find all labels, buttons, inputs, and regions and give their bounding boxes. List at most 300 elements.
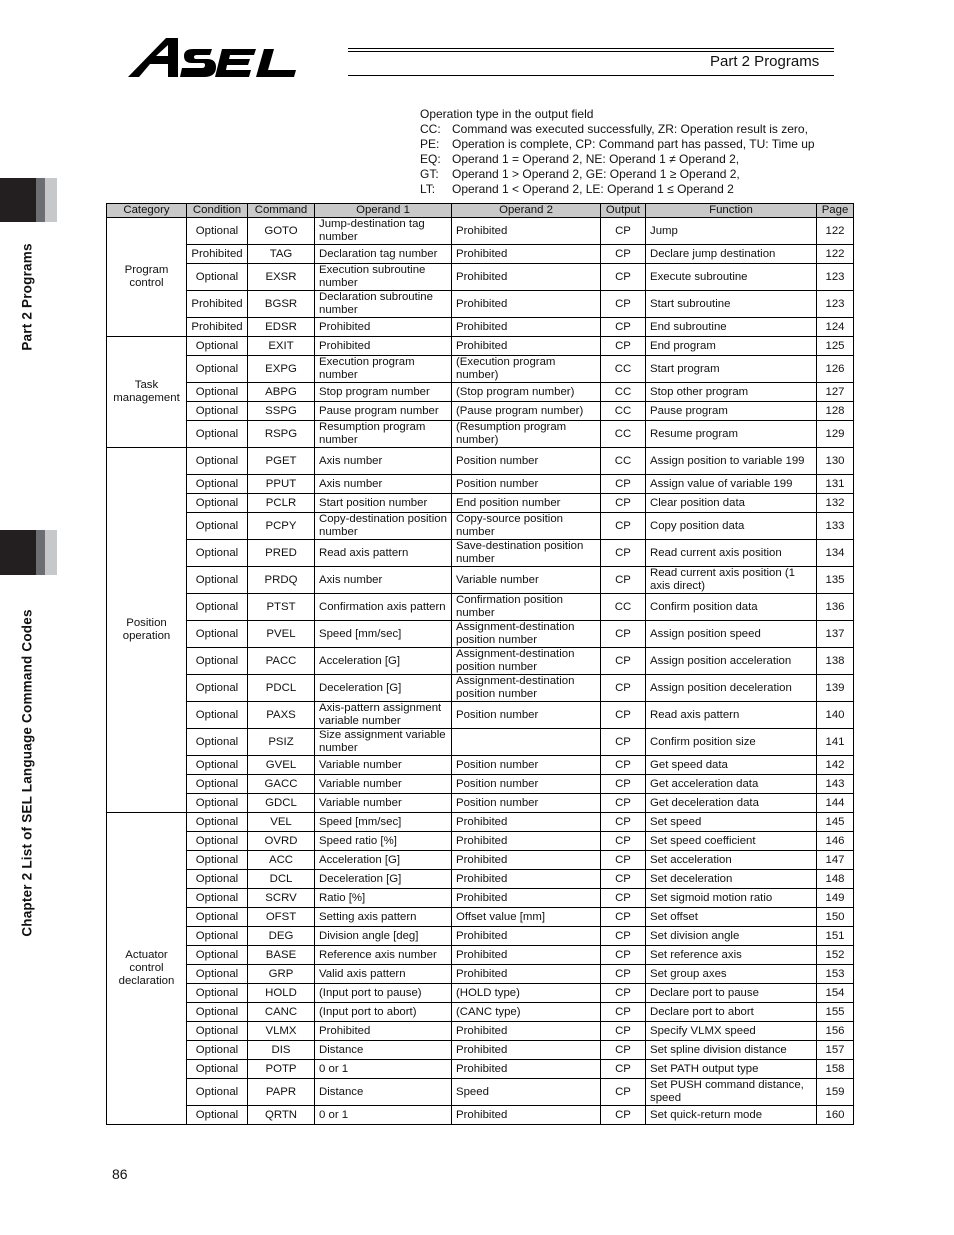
command-cell: SSPG (248, 402, 315, 421)
output-cell: CC (601, 383, 646, 402)
condition-cell: Optional (187, 702, 248, 729)
category-cell: Task management (107, 337, 187, 448)
operand2-cell: Prohibited (452, 889, 601, 908)
command-cell: BGSR (248, 291, 315, 318)
page-cell: 127 (817, 383, 854, 402)
page-cell: 144 (817, 794, 854, 813)
command-cell: ABPG (248, 383, 315, 402)
command-cell: PRED (248, 540, 315, 567)
output-cell: CP (601, 648, 646, 675)
output-cell: CP (601, 675, 646, 702)
operand1-cell: Distance (315, 1041, 452, 1060)
command-cell: HOLD (248, 984, 315, 1003)
function-cell: Read current axis position (1 axis direct) (646, 567, 817, 594)
command-cell: GDCL (248, 794, 315, 813)
command-cell: VEL (248, 813, 315, 832)
operand1-cell: Copy-destination position number (315, 513, 452, 540)
operand1-cell: Axis number (315, 475, 452, 494)
column-header: Page (817, 204, 854, 218)
page-cell: 142 (817, 756, 854, 775)
output-cell: CP (601, 946, 646, 965)
function-cell: Clear position data (646, 494, 817, 513)
column-header: Condition (187, 204, 248, 218)
operand1-cell: Prohibited (315, 1022, 452, 1041)
operand1-cell: 0 or 1 (315, 1060, 452, 1079)
output-cell: CP (601, 1003, 646, 1022)
command-cell: RSPG (248, 421, 315, 448)
function-cell: Assign position to variable 199 (646, 448, 817, 475)
function-cell: Set PUSH command distance, speed (646, 1079, 817, 1106)
function-cell: Stop other program (646, 383, 817, 402)
page-cell: 143 (817, 775, 854, 794)
table-row (107, 567, 854, 594)
command-cell: PPUT (248, 475, 315, 494)
legend-row (420, 167, 815, 182)
output-cell: CP (601, 756, 646, 775)
operand2-cell: Prohibited (452, 1022, 601, 1041)
page-cell: 160 (817, 1106, 854, 1125)
condition-cell: Prohibited (187, 245, 248, 264)
command-cell: PVEL (248, 621, 315, 648)
operand1-cell: 0 or 1 (315, 1106, 452, 1125)
operand2-cell: Prohibited (452, 832, 601, 851)
operand2-cell: Prohibited (452, 218, 601, 245)
function-cell: Set speed (646, 813, 817, 832)
table-row (107, 245, 854, 264)
condition-cell: Optional (187, 729, 248, 756)
operand1-cell: Execution program number (315, 356, 452, 383)
legend-text: Operand 1 > Operand 2, GE: Operand 1 ≥ Operand 2, (452, 167, 740, 181)
output-cell: CP (601, 218, 646, 245)
function-cell: Resume program (646, 421, 817, 448)
operand1-cell: Axis number (315, 448, 452, 475)
side-tab-chapter-label: Chapter 2 List of SEL Language Command Codes (19, 609, 35, 937)
condition-cell: Optional (187, 775, 248, 794)
operand1-cell: Speed [mm/sec] (315, 813, 452, 832)
condition-cell: Optional (187, 675, 248, 702)
condition-cell: Optional (187, 965, 248, 984)
operand1-cell: Execution subroutine number (315, 264, 452, 291)
command-cell: QRTN (248, 1106, 315, 1125)
condition-cell: Optional (187, 475, 248, 494)
table-row (107, 1003, 854, 1022)
operand2-cell: Prohibited (452, 1041, 601, 1060)
operand1-cell: Speed ratio [%] (315, 832, 452, 851)
part-title: Part 2 Programs (710, 53, 820, 70)
operand1-cell: Acceleration [G] (315, 648, 452, 675)
table-row (107, 318, 854, 337)
condition-cell: Optional (187, 1106, 248, 1125)
operand2-cell: Prohibited (452, 318, 601, 337)
output-cell: CP (601, 775, 646, 794)
output-cell: CP (601, 889, 646, 908)
operand1-cell: Jump-destination tag number (315, 218, 452, 245)
operand2-cell: Prohibited (452, 1106, 601, 1125)
command-cell: PCLR (248, 494, 315, 513)
page-cell: 141 (817, 729, 854, 756)
function-cell: Pause program (646, 402, 817, 421)
function-cell: Declare port to pause (646, 984, 817, 1003)
operand1-cell: (Input port to abort) (315, 1003, 452, 1022)
side-tab-part-label: Part 2 Programs (19, 243, 35, 351)
condition-cell: Optional (187, 1003, 248, 1022)
table-row (107, 337, 854, 356)
condition-cell: Optional (187, 594, 248, 621)
function-cell: Set quick-return mode (646, 1106, 817, 1125)
page-cell: 128 (817, 402, 854, 421)
operand2-cell: Prohibited (452, 946, 601, 965)
operand2-cell: (Resumption program number) (452, 421, 601, 448)
asel-logo (126, 34, 348, 85)
condition-cell: Optional (187, 648, 248, 675)
table-row (107, 702, 854, 729)
operand1-cell: Division angle [deg] (315, 927, 452, 946)
command-cell: OVRD (248, 832, 315, 851)
operand1-cell: Axis-pattern assignment variable number (315, 702, 452, 729)
legend-key: PE: (420, 137, 440, 151)
table-row (107, 621, 854, 648)
output-cell: CP (601, 264, 646, 291)
output-cell: CP (601, 291, 646, 318)
page-cell: 134 (817, 540, 854, 567)
command-cell: VLMX (248, 1022, 315, 1041)
output-cell: CC (601, 421, 646, 448)
legend-row (420, 152, 815, 167)
operand2-cell: Position number (452, 775, 601, 794)
page-cell: 122 (817, 245, 854, 264)
legend-title: Operation type in the output field (420, 107, 594, 121)
table-row (107, 594, 854, 621)
table-row (107, 984, 854, 1003)
function-cell: Assign value of variable 199 (646, 475, 817, 494)
condition-cell: Optional (187, 264, 248, 291)
operand1-cell: Deceleration [G] (315, 675, 452, 702)
condition-cell: Optional (187, 337, 248, 356)
output-cell: CP (601, 567, 646, 594)
page-cell: 136 (817, 594, 854, 621)
function-cell: Jump (646, 218, 817, 245)
operand2-cell: Variable number (452, 567, 601, 594)
page-cell: 130 (817, 448, 854, 475)
operand1-cell: Stop program number (315, 383, 452, 402)
output-cell: CP (601, 832, 646, 851)
table-row (107, 675, 854, 702)
condition-cell: Optional (187, 1079, 248, 1106)
function-cell: End program (646, 337, 817, 356)
table-row (107, 448, 854, 475)
command-cell: POTP (248, 1060, 315, 1079)
operand2-cell: Speed (452, 1079, 601, 1106)
operand2-cell: Position number (452, 794, 601, 813)
page-cell: 149 (817, 889, 854, 908)
table-row (107, 356, 854, 383)
command-cell: PGET (248, 448, 315, 475)
page-cell: 148 (817, 870, 854, 889)
command-cell: EDSR (248, 318, 315, 337)
command-cell: BASE (248, 946, 315, 965)
column-header: Command (248, 204, 315, 218)
table-row (107, 965, 854, 984)
condition-cell: Optional (187, 1022, 248, 1041)
command-cell: TAG (248, 245, 315, 264)
function-cell: Start program (646, 356, 817, 383)
command-cell: DIS (248, 1041, 315, 1060)
operand2-cell: End position number (452, 494, 601, 513)
operand1-cell: Prohibited (315, 337, 452, 356)
output-cell: CP (601, 927, 646, 946)
operand2-cell: Prohibited (452, 245, 601, 264)
function-cell: Set sigmoid motion ratio (646, 889, 817, 908)
operand2-cell: (Stop program number) (452, 383, 601, 402)
page-cell: 155 (817, 1003, 854, 1022)
command-cell: PCPY (248, 513, 315, 540)
page-cell: 146 (817, 832, 854, 851)
page-cell: 158 (817, 1060, 854, 1079)
condition-cell: Optional (187, 870, 248, 889)
condition-cell: Optional (187, 621, 248, 648)
command-cell: PAXS (248, 702, 315, 729)
command-cell: PRDQ (248, 567, 315, 594)
command-cell: PTST (248, 594, 315, 621)
function-cell: Declare jump destination (646, 245, 817, 264)
operand2-cell: Offset value [mm] (452, 908, 601, 927)
category-cell: Actuator control declaration (107, 813, 187, 1125)
output-cell: CC (601, 448, 646, 475)
condition-cell: Optional (187, 494, 248, 513)
condition-cell: Optional (187, 513, 248, 540)
legend-text: Operand 1 < Operand 2, LE: Operand 1 ≤ Operand 2 (452, 182, 734, 196)
table-row (107, 1022, 854, 1041)
asel-logo-graphic (126, 34, 348, 80)
function-cell: Set deceleration (646, 870, 817, 889)
operand1-cell: Distance (315, 1079, 452, 1106)
condition-cell: Optional (187, 1060, 248, 1079)
operand1-cell: Read axis pattern (315, 540, 452, 567)
category-cell: Position operation (107, 448, 187, 813)
operand1-cell: (Input port to pause) (315, 984, 452, 1003)
page-cell: 125 (817, 337, 854, 356)
command-cell: GVEL (248, 756, 315, 775)
function-cell: Copy position data (646, 513, 817, 540)
legend-key: CC: (420, 122, 441, 136)
page-cell: 151 (817, 927, 854, 946)
header-rule-top (348, 48, 834, 49)
operand1-cell: Resumption program number (315, 421, 452, 448)
command-cell: DCL (248, 870, 315, 889)
table-row (107, 832, 854, 851)
operand2-cell: Position number (452, 448, 601, 475)
output-cell: CP (601, 621, 646, 648)
function-cell: Assign position speed (646, 621, 817, 648)
table-row (107, 775, 854, 794)
operand2-cell: Prohibited (452, 337, 601, 356)
function-cell: Get deceleration data (646, 794, 817, 813)
table-row (107, 946, 854, 965)
output-cell: CP (601, 702, 646, 729)
output-cell: CP (601, 851, 646, 870)
table-row (107, 494, 854, 513)
page-cell: 129 (817, 421, 854, 448)
page-cell: 152 (817, 946, 854, 965)
operand2-cell: (CANC type) (452, 1003, 601, 1022)
operand1-cell: Variable number (315, 794, 452, 813)
condition-cell: Prohibited (187, 291, 248, 318)
page-cell: 137 (817, 621, 854, 648)
function-cell: Set spline division distance (646, 1041, 817, 1060)
operand1-cell: Ratio [%] (315, 889, 452, 908)
table-row (107, 927, 854, 946)
output-cell: CP (601, 1060, 646, 1079)
table-row (107, 475, 854, 494)
page-cell: 123 (817, 291, 854, 318)
operand2-cell: Prohibited (452, 813, 601, 832)
operand2-cell: Prohibited (452, 851, 601, 870)
page-cell: 133 (817, 513, 854, 540)
condition-cell: Optional (187, 218, 248, 245)
condition-cell: Optional (187, 567, 248, 594)
operand2-cell: Assignment-destination position number (452, 621, 601, 648)
table-header-row (107, 204, 854, 218)
command-cell: PAPR (248, 1079, 315, 1106)
function-cell: Set speed coefficient (646, 832, 817, 851)
operand1-cell: Axis number (315, 567, 452, 594)
page-cell: 157 (817, 1041, 854, 1060)
condition-cell: Optional (187, 448, 248, 475)
page-cell: 139 (817, 675, 854, 702)
table-row (107, 1079, 854, 1106)
function-cell: Get acceleration data (646, 775, 817, 794)
table-row (107, 889, 854, 908)
operand1-cell: Prohibited (315, 318, 452, 337)
output-cell: CP (601, 729, 646, 756)
output-cell: CP (601, 1106, 646, 1125)
function-cell: Set PATH output type (646, 1060, 817, 1079)
operand2-cell: Position number (452, 756, 601, 775)
function-cell: Read current axis position (646, 540, 817, 567)
function-cell: Set acceleration (646, 851, 817, 870)
operand1-cell: Confirmation axis pattern (315, 594, 452, 621)
header-rule-bottom (348, 75, 834, 76)
table-row (107, 513, 854, 540)
operand1-cell: Acceleration [G] (315, 851, 452, 870)
command-cell: EXSR (248, 264, 315, 291)
side-tab-marker-part (0, 178, 57, 222)
operand2-cell: Assignment-destination position number (452, 675, 601, 702)
condition-cell: Optional (187, 908, 248, 927)
command-cell: PSIZ (248, 729, 315, 756)
table-row (107, 218, 854, 245)
side-tab-marker-chapter (0, 530, 57, 575)
operand2-cell: Prohibited (452, 870, 601, 889)
output-cell: CC (601, 594, 646, 621)
function-cell: Set division angle (646, 927, 817, 946)
operand2-cell: (Pause program number) (452, 402, 601, 421)
command-cell: CANC (248, 1003, 315, 1022)
table-row (107, 908, 854, 927)
page-cell: 154 (817, 984, 854, 1003)
output-legend (420, 107, 815, 197)
operand2-cell: Prohibited (452, 965, 601, 984)
command-cell: OFST (248, 908, 315, 927)
operand2-cell: Assignment-destination position number (452, 648, 601, 675)
output-cell: CP (601, 540, 646, 567)
legend-key: LT: (420, 182, 436, 196)
output-cell: CP (601, 513, 646, 540)
operand1-cell: Start position number (315, 494, 452, 513)
output-cell: CP (601, 794, 646, 813)
operand2-cell: Position number (452, 475, 601, 494)
condition-cell: Optional (187, 946, 248, 965)
legend-key: EQ: (420, 152, 441, 166)
legend-text: Operand 1 = Operand 2, NE: Operand 1 ≠ Operand 2, (452, 152, 740, 166)
operand1-cell: Declaration subroutine number (315, 291, 452, 318)
table-row (107, 264, 854, 291)
command-table (106, 203, 854, 1125)
operand1-cell: Setting axis pattern (315, 908, 452, 927)
output-cell: CP (601, 475, 646, 494)
legend-row (420, 122, 815, 137)
command-cell: GOTO (248, 218, 315, 245)
condition-cell: Optional (187, 851, 248, 870)
operand2-cell (452, 729, 601, 756)
function-cell: Assign position acceleration (646, 648, 817, 675)
condition-cell: Optional (187, 383, 248, 402)
output-cell: CP (601, 245, 646, 264)
condition-cell: Optional (187, 756, 248, 775)
operand1-cell: Deceleration [G] (315, 870, 452, 889)
legend-text: Command was executed successfully, ZR: Operation result is zero, (452, 122, 808, 136)
table-row (107, 813, 854, 832)
condition-cell: Optional (187, 927, 248, 946)
function-cell: End subroutine (646, 318, 817, 337)
page-cell: 150 (817, 908, 854, 927)
function-cell: Execute subroutine (646, 264, 817, 291)
condition-cell: Optional (187, 984, 248, 1003)
condition-cell: Optional (187, 832, 248, 851)
table-body (107, 218, 854, 1125)
output-cell: CC (601, 402, 646, 421)
page-cell: 123 (817, 264, 854, 291)
table-row (107, 756, 854, 775)
table-row (107, 402, 854, 421)
operand1-cell: Size assignment variable number (315, 729, 452, 756)
page-cell: 138 (817, 648, 854, 675)
table-row (107, 291, 854, 318)
page-cell: 153 (817, 965, 854, 984)
operand1-cell: Reference axis number (315, 946, 452, 965)
page-cell: 140 (817, 702, 854, 729)
function-cell: Start subroutine (646, 291, 817, 318)
operand2-cell: Prohibited (452, 927, 601, 946)
function-cell: Read axis pattern (646, 702, 817, 729)
command-cell: ACC (248, 851, 315, 870)
command-cell: SCRV (248, 889, 315, 908)
legend-row (420, 182, 815, 197)
output-cell: CP (601, 494, 646, 513)
column-header: Category (107, 204, 187, 218)
legend-key: GT: (420, 167, 439, 181)
operand2-cell: Prohibited (452, 291, 601, 318)
page-number: 86 (112, 1166, 128, 1182)
page-cell: 135 (817, 567, 854, 594)
output-cell: CC (601, 356, 646, 383)
output-cell: CP (601, 337, 646, 356)
operand1-cell: Declaration tag number (315, 245, 452, 264)
function-cell: Assign position deceleration (646, 675, 817, 702)
header-rule-second (348, 51, 834, 52)
table-row (107, 870, 854, 889)
column-header: Output (601, 204, 646, 218)
